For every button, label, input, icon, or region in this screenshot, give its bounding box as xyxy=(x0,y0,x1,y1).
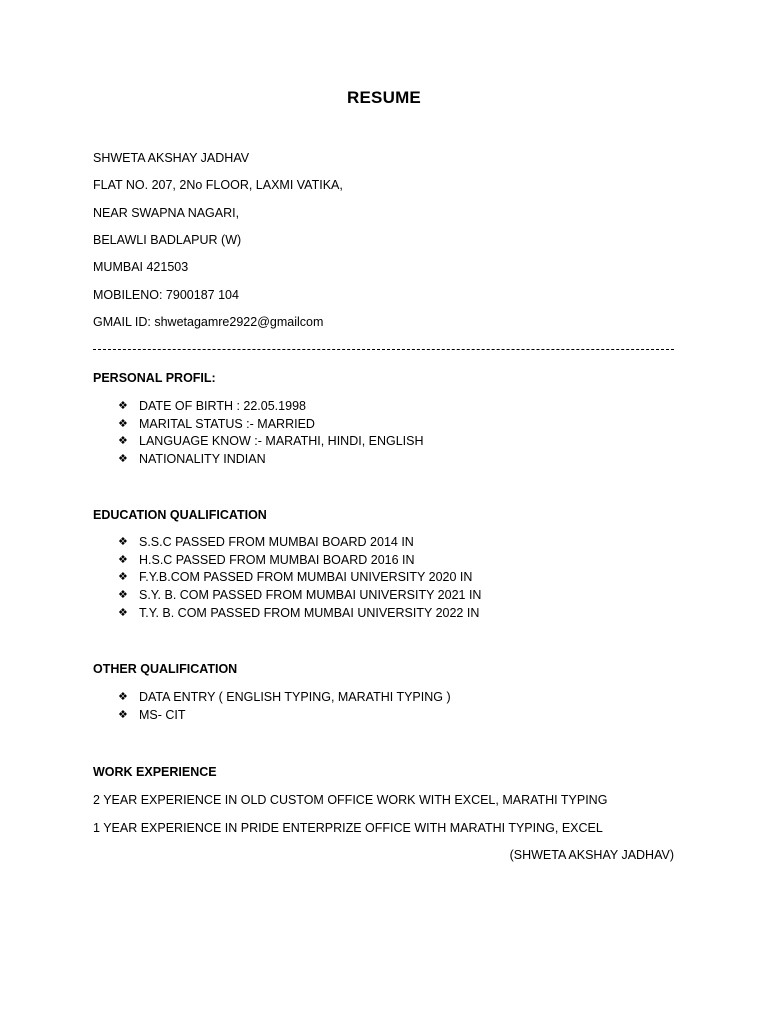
list-item xyxy=(118,587,481,605)
list-item-text: S.S.C PASSED FROM MUMBAI BOARD 2014 IN xyxy=(139,535,414,549)
diamond-bullet-icon: ❖ xyxy=(118,589,128,602)
list-item xyxy=(118,707,451,725)
page-title: RESUME xyxy=(347,88,421,107)
other-qualification-list xyxy=(118,689,451,724)
list-item-text: S.Y. B. COM PASSED FROM MUMBAI UNIVERSITY 2021 IN xyxy=(139,588,482,603)
list-item xyxy=(118,689,451,707)
list-item-text: MARITAL STATUS :- MARRIED xyxy=(139,416,315,431)
list-item-text: LANGUAGE KNOW :- MARATHI, HINDI, ENGLISH xyxy=(139,434,424,449)
work-experience-heading: WORK EXPERIENCE xyxy=(93,765,217,779)
diamond-bullet-icon: ❖ xyxy=(118,417,128,430)
diamond-bullet-icon: ❖ xyxy=(118,400,128,412)
list-item-text: NATIONALITY INDIAN xyxy=(139,452,266,467)
education-heading: EDUCATION QUALIFICATION xyxy=(93,508,267,522)
list-item xyxy=(118,534,481,552)
mobile-number: MOBILENO: 7900187 104 xyxy=(93,288,239,302)
list-item xyxy=(118,433,424,451)
diamond-bullet-icon: ❖ xyxy=(118,435,128,448)
list-item xyxy=(118,569,481,587)
personal-profile-heading: PERSONAL PROFIL: xyxy=(93,371,216,385)
list-item-text: DATE OF BIRTH : 22.05.1998 xyxy=(139,399,306,413)
diamond-bullet-icon: ❖ xyxy=(118,708,128,721)
education-list xyxy=(118,534,481,622)
diamond-bullet-icon: ❖ xyxy=(118,453,128,466)
list-item-text: H.S.C PASSED FROM MUMBAI BOARD 2016 IN xyxy=(139,552,415,567)
diamond-bullet-icon: ❖ xyxy=(118,553,128,566)
address-line-1: FLAT NO. 207, 2No FLOOR, LAXMI VATIKA, xyxy=(93,178,343,192)
personal-profile-list xyxy=(118,398,424,469)
work-experience-line-2: 1 YEAR EXPERIENCE IN PRIDE ENTERPRIZE OFFICE WITH MARATHI TYPING, EXCEL xyxy=(93,821,603,835)
list-item-text: T.Y. B. COM PASSED FROM MUMBAI UNIVERSITY 2022 IN xyxy=(139,605,480,620)
list-item xyxy=(118,552,481,570)
diamond-bullet-icon: ❖ xyxy=(118,606,128,619)
address-line-2: NEAR SWAPNA NAGARI, xyxy=(93,206,240,220)
list-item xyxy=(118,416,424,434)
diamond-bullet-icon: ❖ xyxy=(118,536,128,548)
address-line-3: BELAWLI BADLAPUR (W) xyxy=(93,233,242,247)
list-item xyxy=(118,605,481,623)
contact-name: SHWETA AKSHAY JADHAV xyxy=(93,151,250,165)
diamond-bullet-icon: ❖ xyxy=(118,571,128,584)
email-address: GMAIL ID: shwetagamre2922@gmailcom xyxy=(93,315,324,329)
signature: (SHWETA AKSHAY JADHAV) xyxy=(509,848,674,862)
address-line-4: MUMBAI 421503 xyxy=(93,260,189,274)
list-item-text: F.Y.B.COM PASSED FROM MUMBAI UNIVERSITY 2020 IN xyxy=(139,570,473,585)
list-item-text: MS- CIT xyxy=(139,707,186,722)
diamond-bullet-icon: ❖ xyxy=(118,691,128,703)
section-divider xyxy=(93,349,674,350)
work-experience-line-1: 2 YEAR EXPERIENCE IN OLD CUSTOM OFFICE WORK WITH EXCEL, MARATHI TYPING xyxy=(93,793,608,807)
other-qualification-heading: OTHER QUALIFICATION xyxy=(93,662,238,676)
list-item xyxy=(118,398,424,416)
list-item-text: DATA ENTRY ( ENGLISH TYPING, MARATHI TYPING ) xyxy=(139,690,451,704)
list-item xyxy=(118,451,424,469)
